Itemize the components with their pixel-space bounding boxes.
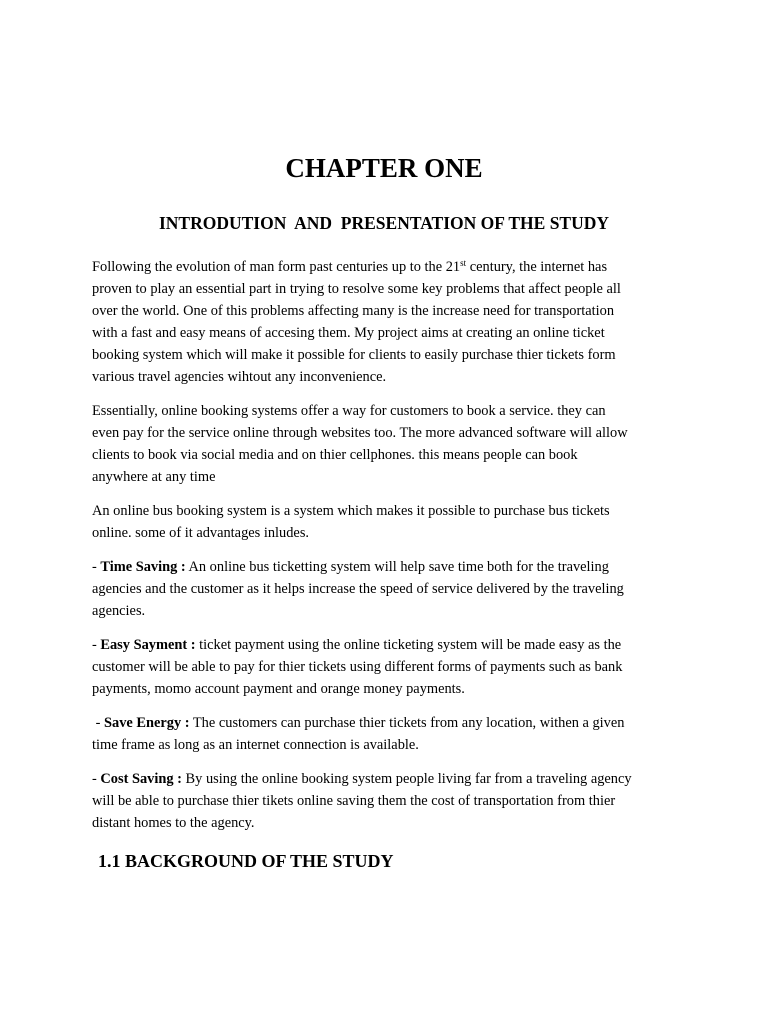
advantage-text: By using the online booking system people living far from a traveling agency will be able to purchase thier tikets online saving them the cost of transportation from thier distant homes to the agency. [92, 771, 632, 831]
advantage-cost-saving [92, 768, 676, 834]
advantage-text: ticket payment using the online ticketing system will be made easy as the customer will be able to pay for thier tickets using different forms of payments such as bank payments, momo account payment and orange money payments. [92, 637, 623, 697]
advantage-bullet: - [92, 715, 104, 731]
advantage-text: The customers can purchase thier tickets from any location, withen a given time frame as long as an internet connection is available. [92, 715, 625, 753]
advantage-term: Easy Sayment : [100, 637, 196, 653]
advantage-save-energy [92, 712, 676, 756]
intro-paragraph [92, 256, 676, 388]
body-text [92, 256, 676, 846]
intro-text-end: century, the internet has proven to play an essential part in trying to resolve some key problems that affect people all over the world. One of this problems affecting many is the increase need for transportation with a fast and easy means of accesing them. My project aims at creating an online ticket booking system which will make it possible for clients to easily purchase thier tickets form various travel agencies wihtout any inconvenience. [92, 259, 621, 385]
intro-text-start: Following the evolution of man form past centuries up to the 21 [92, 259, 461, 275]
advantage-term: Cost Saving : [100, 771, 182, 787]
advantage-bullet: - [92, 559, 101, 575]
chapter-title: CHAPTER ONE [285, 153, 483, 183]
section-heading: 1.1 BACKGROUND OF THE STUDY [98, 851, 394, 871]
advantage-bullet: - [92, 771, 101, 787]
ordinal-suffix: st [460, 258, 467, 268]
chapter-subtitle: INTRODUTION AND PRESENTATION OF THE STUDY [158, 213, 610, 233]
bus-booking-paragraph: An online bus booking system is a system which makes it possible to purchase bus tickets online. some of it advantages inludes. [92, 503, 610, 541]
advantage-time-saving [92, 556, 676, 622]
advantage-term: Time Saving : [100, 559, 186, 575]
booking-systems-paragraph: Essentially, online booking systems offer a way for customers to book a service. they can even pay for the service online through websites too. The more advanced software will allow clients to book via social media and on thier cellphones. this means people can book anywhere at any time [92, 403, 628, 485]
advantage-bullet: - [92, 637, 101, 653]
advantage-text: An online bus ticketting system will help save time both for the traveling agencies and the customer as it helps increase the speed of service delivered by the traveling agencies. [92, 559, 624, 619]
advantage-easy-payment [92, 634, 676, 700]
advantage-term: Save Energy : [104, 715, 190, 731]
